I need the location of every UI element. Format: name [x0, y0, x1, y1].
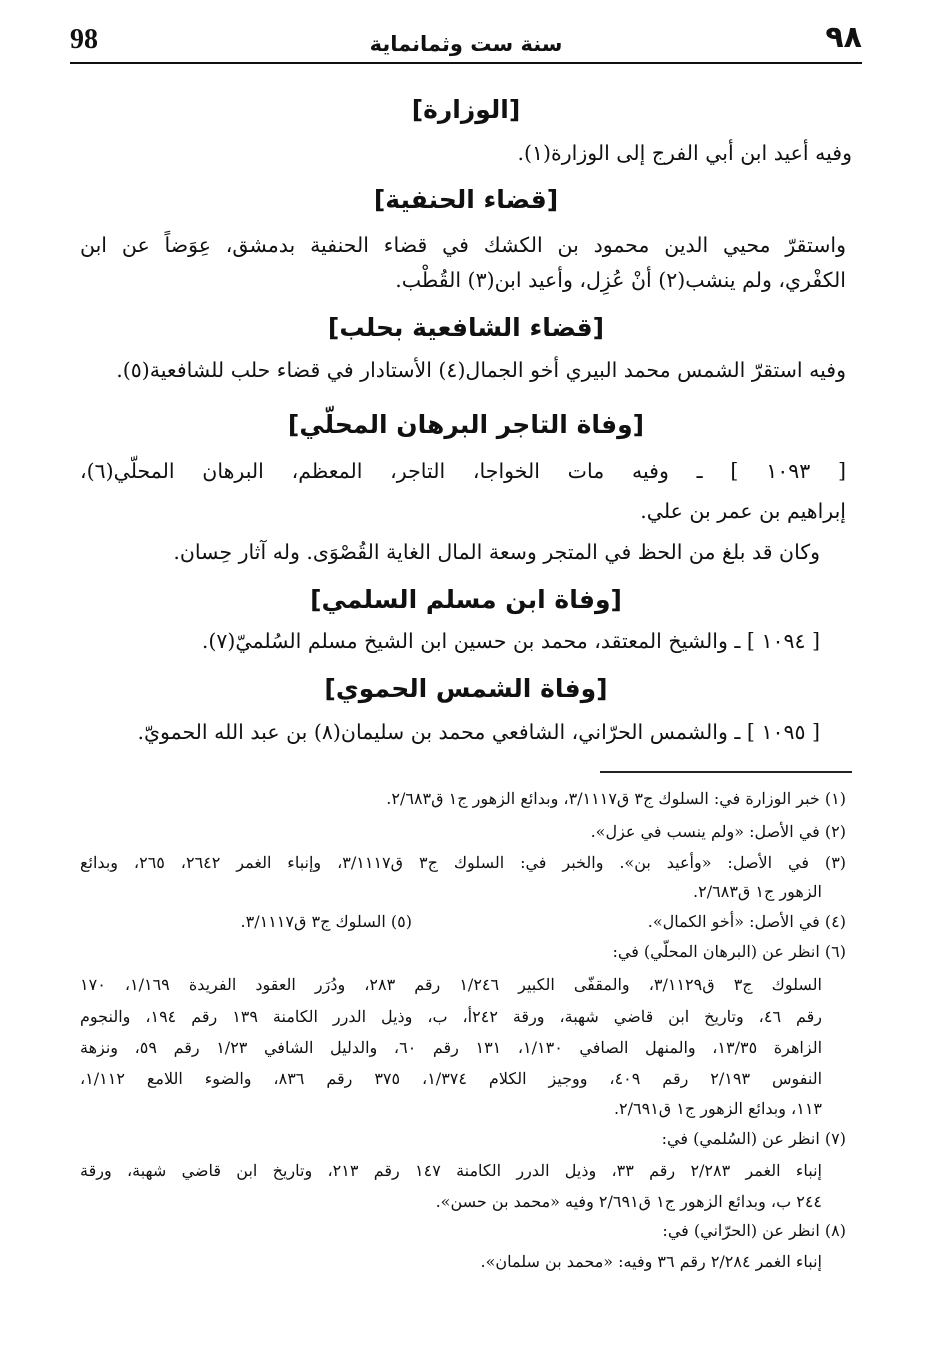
text-wizara-line1: وفيه أعيد ابن أبي الفرج إلى الوزارة(١).	[517, 141, 852, 165]
footnote-6-line4: الزاهرة ١٣/٣٥، والمنهل الصافي ١/١٣٠، ١٣١ رقم ٦٠، والدليل الشافي ١/٢٣ رقم ٥٩، ونزهة	[80, 1038, 823, 1057]
running-title: سنة ست وثمانماية	[369, 32, 563, 56]
footnote-8-line1: (٨) انظر عن (الحرّاني) في:	[662, 1221, 846, 1240]
footnote-7-line3: ٢٤٤ ب، وبدائع الزهور ج١ ق٢/٦٩١ وفيه «محمد بن حسن».	[435, 1192, 822, 1211]
text-hanafiyya-line1: واستقرّ محيي الدين محمود بن الكشك في قضاء الحنفية بدمشق، عِوَضاً عن ابن	[80, 233, 846, 257]
footnote-4: (٤) في الأصل: «أخو الكمال».	[647, 912, 846, 931]
footnote-6-line3: رقم ٤٦، وتاريخ ابن قاضي شهبة، ورقة ٢٤٢أ، ب، وذيل الدرر الكامنة ١٣٩ رقم ١٩٤، والنجوم	[80, 1007, 823, 1026]
heading-hamawi: [وفاة الشمس الحموي]	[324, 674, 608, 703]
text-burhan-line3: وكان قد بلغ من الحظ في المتجر وسعة المال الغاية القُصْوَى. وله آثار حِسان.	[173, 540, 820, 564]
footnote-7-line2: إنباء الغمر ٢/٢٨٣ رقم ٣٣، وذيل الدرر الكامنة ١٤٧ رقم ٢١٣، وتاريخ ابن قاضي شهبة، ورقة	[80, 1161, 822, 1180]
footnote-3-line2: الزهور ج١ ق٢/٦٨٣.	[693, 882, 822, 901]
footnote-2: (٢) في الأصل: «ولم ينسب في عزل».	[590, 822, 846, 841]
footnote-6-line2: السلوك ج٣ ق٣/١١٢٩، والمقفّى الكبير ١/٢٤٦ رقم ٢٨٣، ودُرَر العقود الفريدة ١/١٦٩، ١٧٠	[80, 975, 822, 994]
text-burhan-line1: [ ١٠٩٣ ] ـ وفيه مات الخواجا، التاجر، المعظم، البرهان المحلّي(٦)،	[80, 459, 847, 483]
footnote-6-line1: (٦) انظر عن (البرهان المحلّي) في:	[612, 942, 846, 961]
footnote-6-line5: النفوس ٢/١٩٣ رقم ٤٠٩، ووجيز الكلام ١/٣٧٤، ٣٧٥ رقم ٨٣٦، والضوء اللامع ١/١١٢،	[80, 1069, 823, 1088]
header-rule	[70, 62, 862, 64]
text-hamawi-line1: [ ١٠٩٥ ] ـ والشمس الحرّاني، الشافعي محمد بن سليمان(٨) بن عبد الله الحمويّ.	[137, 720, 820, 744]
text-shafiiyya-line1: وفيه استقرّ الشمس محمد البيري أخو الجمال(٤) الأستادار في قضاء حلب للشافعية(٥).	[116, 358, 846, 382]
footnote-separator	[600, 771, 852, 773]
heading-wizara: [الوزارة]	[411, 95, 521, 124]
page-number-arabic: ٩٨	[825, 20, 862, 55]
footnote-7-line1: (٧) انظر عن (السُلمي) في:	[661, 1129, 846, 1148]
footnote-1: (١) خبر الوزارة في: السلوك ج٣ ق٣/١١١٧، وبدائع الزهور ج١ ق٢/٦٨٣.	[386, 789, 846, 808]
heading-shafiiyya: [قضاء الشافعية بحلب]	[327, 313, 605, 342]
page-header	[70, 18, 862, 64]
text-hanafiyya-line2: الكفْري، ولم ينشب(٢) أنْ عُزِل، وأعيد ابن(٣) القُطْب.	[395, 268, 846, 292]
text-burhan-line2: إبراهيم بن عمر بن علي.	[640, 499, 846, 523]
footnote-8-line2: إنباء الغمر ٢/٢٨٤ رقم ٣٦ وفيه: «محمد بن سلمان».	[480, 1252, 822, 1271]
footnote-5: (٥) السلوك ج٣ ق٣/١١١٧.	[240, 912, 412, 931]
page-number-latin: 98	[70, 24, 98, 55]
text-sulami-line1: [ ١٠٩٤ ] ـ والشيخ المعتقد، محمد بن حسين ابن الشيخ مسلم السُلميّ(٧).	[201, 629, 820, 653]
footnote-6-line6: ١١٣، وبدائع الزهور ج١ ق٢/٦٩١.	[613, 1099, 822, 1118]
footnote-3-line1: (٣) في الأصل: «وأعيد بن». والخبر في: السلوك ج٣ ق٣/١١١٧، وإنباء الغمر ٢٦٤٢، ٢٦٥، وبدائع	[80, 853, 847, 872]
heading-hanafiyya: [قضاء الحنفية]	[373, 185, 559, 214]
heading-sulami: [وفاة ابن مسلم السلمي]	[310, 585, 622, 614]
heading-burhan: [وفاة التاجر البرهان المحلّي]	[287, 410, 645, 439]
